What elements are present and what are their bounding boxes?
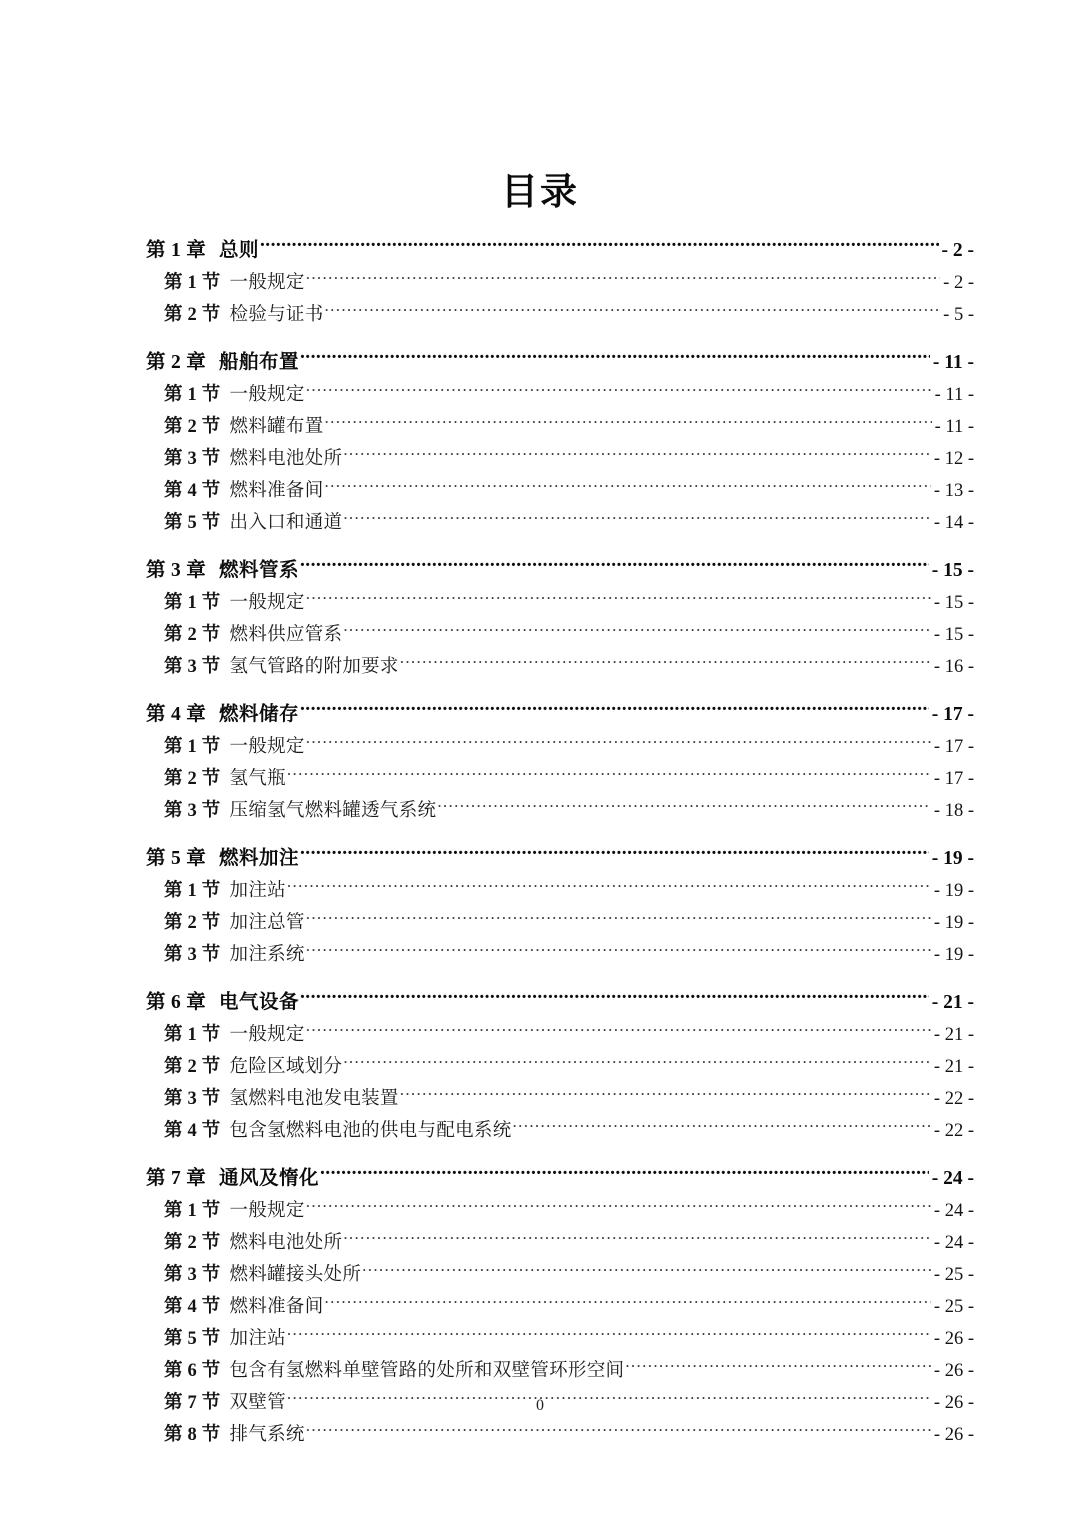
- toc-entry-title: 加注总管: [229, 913, 305, 933]
- toc-dot-leader: [306, 590, 931, 609]
- toc-entry-page-number: - 22 -: [933, 1121, 974, 1141]
- toc-entry-title: 包含有氢燃料单壁管路的处所和双壁管环形空间: [229, 1361, 625, 1381]
- toc-entry-page-number: - 25 -: [933, 1297, 974, 1317]
- toc-entry-page-number: - 15 -: [933, 593, 974, 613]
- toc-entry-number: 第 1 节: [164, 1025, 221, 1045]
- toc-section-entry[interactable]: [164, 1021, 974, 1050]
- toc-entry-number: 第 1 节: [164, 737, 221, 757]
- toc-entry-title: 检验与证书: [229, 305, 324, 325]
- toc-entry-number: 第 4 节: [164, 481, 221, 501]
- toc-entry-title: 危险区域划分: [229, 1057, 343, 1077]
- toc-entry-title: 压缩氢气燃料罐透气系统: [229, 801, 437, 821]
- toc-entry-page-number: - 17 -: [933, 769, 974, 789]
- toc-dot-leader: [306, 910, 931, 929]
- toc-entry-page-number: - 17 -: [933, 737, 974, 757]
- toc-entry-number: 第 3 节: [164, 657, 221, 677]
- toc-entry-number: 第 5 节: [164, 513, 221, 533]
- toc-dot-leader: [325, 1294, 931, 1313]
- toc-entry-title: 一般规定: [229, 593, 305, 613]
- toc-dot-leader: [306, 270, 940, 289]
- toc-entry-page-number: - 16 -: [933, 657, 974, 677]
- toc-entry-page-number: - 24 -: [933, 1201, 974, 1221]
- toc-dot-leader: [287, 878, 931, 897]
- toc-chapter-entry[interactable]: [146, 556, 974, 586]
- toc-entry-number: 第 5 节: [164, 1329, 221, 1349]
- toc-entry-title: 燃料准备间: [229, 1297, 324, 1317]
- toc-entry-page-number: - 17 -: [931, 704, 974, 725]
- toc-entry-page-number: - 11 -: [934, 385, 974, 405]
- toc-entry-page-number: - 18 -: [933, 801, 974, 821]
- toc-dot-leader: [343, 510, 931, 529]
- toc-entry-title: 燃料供应管系: [229, 625, 343, 645]
- toc-dot-leader: [343, 1054, 931, 1073]
- toc-entry-page-number: - 14 -: [933, 513, 974, 533]
- toc-section-entry[interactable]: [164, 1421, 974, 1450]
- toc-entry-title: 通风及惰化: [219, 1168, 320, 1189]
- toc-dot-leader: [287, 766, 931, 785]
- toc-section-entry[interactable]: [164, 1293, 974, 1322]
- toc-entry-page-number: - 19 -: [933, 881, 974, 901]
- toc-entry-title: 氢气管路的附加要求: [229, 657, 399, 677]
- toc-entry-page-number: - 12 -: [933, 449, 974, 469]
- toc-dot-leader: [306, 382, 932, 401]
- toc-entry-title: 燃料电池处所: [229, 1233, 343, 1253]
- toc-entry-title: 加注站: [229, 881, 286, 901]
- toc-dot-leader: [287, 1326, 931, 1345]
- toc-entry-number: 第 4 节: [164, 1297, 221, 1317]
- toc-section-entry[interactable]: [164, 301, 974, 330]
- toc-chapter-entry[interactable]: [146, 236, 974, 266]
- toc-section-entry[interactable]: [164, 1357, 974, 1386]
- toc-section-entry[interactable]: [164, 509, 974, 538]
- toc-section-entry[interactable]: [164, 381, 974, 410]
- toc-entry-number: 第 1 节: [164, 593, 221, 613]
- toc-entry-page-number: - 2 -: [941, 240, 974, 261]
- toc-entry-title: 一般规定: [229, 1025, 305, 1045]
- toc-dot-leader: [306, 1198, 931, 1217]
- toc-entry-page-number: - 15 -: [933, 625, 974, 645]
- toc-entry-title: 一般规定: [229, 385, 305, 405]
- toc-entry-number: 第 5 章: [146, 848, 206, 869]
- toc-entry-number: 第 3 节: [164, 801, 221, 821]
- toc-entry-page-number: - 26 -: [933, 1393, 974, 1413]
- toc-entry-title: 一般规定: [229, 273, 305, 293]
- toc-dot-leader: [325, 478, 931, 497]
- toc-entry-title: 包含氢燃料电池的供电与配电系统: [229, 1121, 512, 1141]
- toc-entry-number: 第 2 章: [146, 352, 206, 373]
- toc-entry-number: 第 7 节: [164, 1393, 221, 1413]
- toc-chapter-entry[interactable]: [146, 1164, 974, 1194]
- toc-entry-number: 第 3 节: [164, 449, 221, 469]
- toc-entry-number: 第 2 节: [164, 1057, 221, 1077]
- toc-dot-leader: [400, 654, 931, 673]
- toc-dot-leader: [260, 237, 938, 257]
- toc-dot-leader: [362, 1262, 931, 1281]
- toc-dot-leader: [300, 349, 930, 369]
- toc-chapter-entry[interactable]: [146, 348, 974, 378]
- toc-entry-number: 第 2 节: [164, 913, 221, 933]
- toc-entry-page-number: - 24 -: [933, 1233, 974, 1253]
- toc-entry-title: 总则: [219, 240, 260, 261]
- toc-dot-leader: [320, 1165, 929, 1185]
- toc-entry-title: 燃料准备间: [229, 481, 324, 501]
- toc-dot-leader: [325, 302, 941, 321]
- toc-entry-title: 氢气瓶: [229, 769, 286, 789]
- toc-dot-leader: [325, 414, 932, 433]
- toc-entry-title: 出入口和通道: [229, 513, 343, 533]
- toc-entry-number: 第 2 节: [164, 769, 221, 789]
- toc-dot-leader: [306, 1022, 931, 1041]
- toc-entry-title: 排气系统: [229, 1425, 305, 1445]
- toc-section-entry[interactable]: [164, 1261, 974, 1290]
- toc-entry-page-number: - 19 -: [931, 848, 974, 869]
- toc-entry-title: 燃料管系: [219, 560, 300, 581]
- toc-entry-number: 第 3 节: [164, 1265, 221, 1285]
- toc-dot-leader: [300, 557, 929, 577]
- toc-dot-leader: [300, 845, 929, 865]
- toc-chapter-entry[interactable]: [146, 988, 974, 1018]
- toc-dot-leader: [300, 701, 929, 721]
- toc-entry-title: 燃料罐布置: [229, 417, 324, 437]
- toc-entry-title: 加注系统: [229, 945, 305, 965]
- toc-entry-page-number: - 26 -: [933, 1361, 974, 1381]
- toc-section-entry[interactable]: [164, 941, 974, 970]
- toc-section-entry[interactable]: [164, 1229, 974, 1258]
- toc-entry-title: 加注站: [229, 1329, 286, 1349]
- toc-entry-number: 第 2 节: [164, 305, 221, 325]
- toc-chapter-entry[interactable]: [146, 844, 974, 874]
- toc-entry-title: 一般规定: [229, 1201, 305, 1221]
- toc-section-entry[interactable]: [164, 477, 974, 506]
- toc-entry-number: 第 6 节: [164, 1361, 221, 1381]
- toc-dot-leader: [343, 446, 931, 465]
- footer-page-number: 0: [536, 1397, 544, 1414]
- toc-section-entry[interactable]: [164, 733, 974, 762]
- toc-entry-page-number: - 26 -: [933, 1329, 974, 1349]
- toc-entry-number: 第 1 节: [164, 273, 221, 293]
- toc-entry-page-number: - 2 -: [943, 273, 974, 293]
- toc-entry-page-number: - 13 -: [933, 481, 974, 501]
- toc-entry-number: 第 4 节: [164, 1121, 221, 1141]
- toc-dot-leader: [343, 622, 931, 641]
- toc-section-entry[interactable]: [164, 1053, 974, 1082]
- toc-dot-leader: [400, 1086, 931, 1105]
- toc-entry-number: 第 6 章: [146, 992, 206, 1013]
- toc-entry-number: 第 8 节: [164, 1425, 221, 1445]
- toc-entry-number: 第 3 章: [146, 560, 206, 581]
- toc-section-entry[interactable]: [164, 269, 974, 298]
- toc-entry-number: 第 1 节: [164, 881, 221, 901]
- page-title: 目录: [501, 172, 579, 213]
- toc-entry-page-number: - 22 -: [933, 1089, 974, 1109]
- toc-entry-number: 第 1 章: [146, 240, 206, 261]
- toc-dot-leader: [343, 1230, 931, 1249]
- toc-entry-page-number: - 21 -: [931, 992, 974, 1013]
- toc-entry-title: 电气设备: [219, 992, 300, 1013]
- toc-section-entry[interactable]: [164, 621, 974, 650]
- toc-entry-number: 第 3 节: [164, 945, 221, 965]
- toc-entry-title: 一般规定: [229, 737, 305, 757]
- toc-entry-page-number: - 5 -: [943, 305, 974, 325]
- toc-section-entry[interactable]: [164, 445, 974, 474]
- toc-entry-page-number: - 25 -: [933, 1265, 974, 1285]
- toc-entry-page-number: - 26 -: [933, 1425, 974, 1445]
- toc-section-entry[interactable]: [164, 909, 974, 938]
- toc-section-entry[interactable]: [164, 1197, 974, 1226]
- toc-entry-number: 第 3 节: [164, 1089, 221, 1109]
- toc-section-entry[interactable]: [164, 589, 974, 618]
- toc-section-entry[interactable]: [164, 877, 974, 906]
- toc-entry-page-number: - 11 -: [934, 417, 974, 437]
- toc-dot-leader: [306, 1422, 931, 1441]
- toc-section-entry[interactable]: [164, 797, 974, 826]
- toc-entry-page-number: - 21 -: [933, 1025, 974, 1045]
- toc-dot-leader: [300, 989, 929, 1009]
- toc-dot-leader: [306, 734, 931, 753]
- table-of-contents: [146, 236, 974, 1450]
- toc-entry-number: 第 1 节: [164, 385, 221, 405]
- toc-entry-title: 船舶布置: [219, 352, 300, 373]
- toc-section-entry[interactable]: [164, 653, 974, 682]
- toc-entry-title: 双壁管: [229, 1393, 286, 1413]
- toc-entry-title: 燃料加注: [219, 848, 300, 869]
- toc-section-entry[interactable]: [164, 1085, 974, 1114]
- toc-entry-title: 燃料罐接头处所: [229, 1265, 362, 1285]
- toc-entry-page-number: - 11 -: [932, 352, 974, 373]
- toc-section-entry[interactable]: [164, 1325, 974, 1354]
- toc-entry-number: 第 2 节: [164, 417, 221, 437]
- toc-entry-title: 氢燃料电池发电装置: [229, 1089, 399, 1109]
- toc-entry-title: 燃料储存: [219, 704, 300, 725]
- toc-dot-leader: [513, 1118, 931, 1137]
- toc-entry-page-number: - 24 -: [931, 1168, 974, 1189]
- toc-entry-number: 第 4 章: [146, 704, 206, 725]
- toc-dot-leader: [437, 798, 931, 817]
- toc-entry-page-number: - 19 -: [933, 913, 974, 933]
- toc-entry-number: 第 2 节: [164, 1233, 221, 1253]
- toc-entry-page-number: - 15 -: [931, 560, 974, 581]
- toc-entry-page-number: - 19 -: [933, 945, 974, 965]
- toc-entry-number: 第 2 节: [164, 625, 221, 645]
- toc-section-entry[interactable]: [164, 413, 974, 442]
- toc-entry-number: 第 1 节: [164, 1201, 221, 1221]
- toc-entry-number: 第 7 章: [146, 1168, 206, 1189]
- toc-dot-leader: [625, 1358, 931, 1377]
- toc-section-entry[interactable]: [164, 1117, 974, 1146]
- toc-dot-leader: [306, 942, 931, 961]
- toc-entry-title: 燃料电池处所: [229, 449, 343, 469]
- toc-entry-page-number: - 21 -: [933, 1057, 974, 1077]
- toc-section-entry[interactable]: [164, 765, 974, 794]
- toc-chapter-entry[interactable]: [146, 700, 974, 730]
